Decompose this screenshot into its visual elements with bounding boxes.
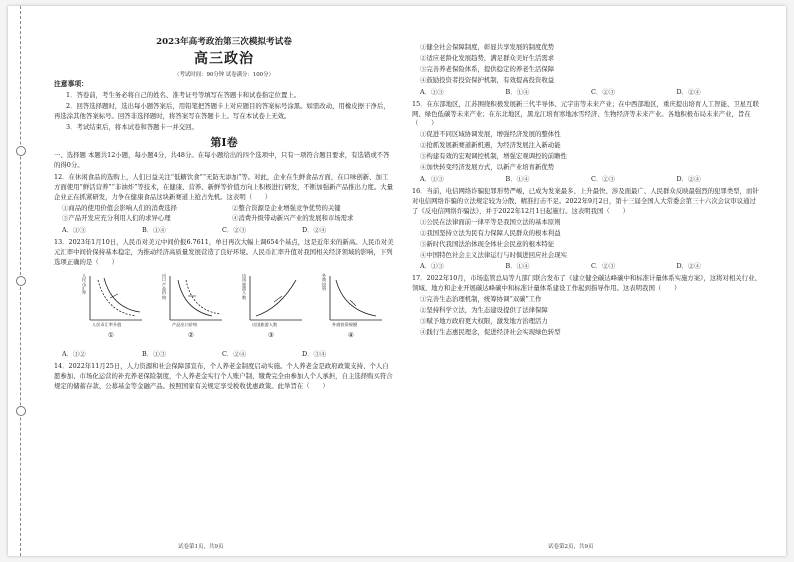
option-2: ②我国坚持立法为民有力保障人民群众的根本利益 [420, 228, 561, 237]
question-15: 15．在东部地区，江苏围绕积极发展新三代半导体、元宇宙等未来产业；在中西部地区，重庆提出培育人工智能、卫星互联网、绿色低碳等未来产业；在东北地区，黑龙江培育寒地冰雪经济、生物经济等未来产业。各地积极布局未来产业，旨在（ ） [412, 99, 759, 128]
option-3: ③新时代我国法治体现全体社会民意的根本特征 [420, 239, 555, 248]
option-4: ④消费升级带动新兴产业的发展和市场需求 [232, 214, 354, 223]
choice-a[interactable]: A．①③ [420, 175, 444, 184]
graph-4 [320, 272, 386, 344]
binding-hole [16, 276, 26, 286]
graph-xlabel: 外商投资规模 [332, 321, 358, 327]
exam-sheet [8, 6, 786, 556]
choice-d[interactable]: D．②④ [676, 175, 701, 184]
choice-c[interactable]: C．②③ [591, 175, 616, 184]
choice-c[interactable]: C．②④ [222, 349, 247, 358]
choice-a[interactable]: A．①③ [62, 226, 86, 235]
option-4: ④践行生态惠民理念，促进经济社会实现绿色转型 [420, 327, 561, 336]
option-1: ①健全社会保障制度，彰显共享发展的制度优势 [420, 43, 555, 51]
answer-choices [62, 226, 394, 236]
option-3: ③赋予地方政府更大权限，激发地方治理活力 [420, 317, 548, 326]
option-1: ①促进不同区域协调发展，增强经济发展的整体性 [420, 130, 561, 139]
answer-choices [62, 350, 394, 360]
option-1: ①公民在法律面前一律平等是我国立法的基本原则 [420, 217, 561, 226]
choice-a[interactable]: A．①② [62, 349, 86, 358]
graph-3 [240, 272, 306, 344]
choice-a[interactable]: A．①③ [420, 262, 444, 271]
option-3: ③产品开发应充分利用人们的求异心理 [62, 214, 171, 223]
choice-d[interactable]: D．③④ [302, 349, 327, 358]
choice-d[interactable]: D．②④ [676, 262, 701, 271]
choice-d[interactable]: D．②④ [676, 87, 701, 96]
graph-ylabel: 出国旅游人数 [242, 272, 247, 300]
question-16: 16．当前，电信网络诈骗犯罪形势严峻，已成为发案最多、上升最快、涉及面最广、人民群众反映最强烈的犯罪类型，而针对电信网络诈骗的立法规定较为分散、精准打击不足。2022年9月2日，第十三届全国人大常委会第三十六次会议审议通过了《反电信网络诈骗法》，并于2022年12月1日起施行。这表明我国（ ） [412, 186, 759, 215]
graph-xlabel: 出国旅游人数 [252, 321, 278, 327]
notice-title: 注意事项： [54, 80, 88, 89]
part-description: 一、选择题 本题共12小题，每小题4分，共48分。在每小题给出的四个选项中，只有一项符合题目要求，有选错或不答的得0分。 [54, 150, 390, 169]
binding-hole [16, 406, 26, 416]
notice-item: 1．答卷前，考生务必将自己的姓名、准考证号等填写在答题卡和试卷指定位置上。 [66, 90, 301, 99]
question-14: 14．2022年11月25日，人力资源和社会保障部宣布，个人养老金制度启动实施。个人养老金是政府政策支持、个人自愿参加、市场化运营的补充养老保险制度，个人养老金实行个人账户制，缴费完全由参加人个人承担，自主选择购买符合规定的储蓄存款、公募基金等金融产品。按照国家有关规定享受税收优惠政策。此举旨在（ ） [54, 361, 393, 390]
graph-number: ② [188, 330, 194, 339]
option-2: ②坚持科学立法，为生态建设提供了法律保障 [420, 306, 548, 315]
answer-choices [420, 88, 762, 98]
binding-gutter [8, 6, 34, 556]
exam-subject: 高三政治 [194, 51, 254, 68]
option-2: ②整合资源是企业增强竞争优势的关键 [232, 204, 341, 213]
right-column [412, 42, 762, 338]
graph-number: ③ [268, 330, 274, 339]
option-1: ①商品的使用价值会影响人们的消费选择 [62, 204, 178, 213]
graph-2 [160, 272, 226, 344]
question-12: 12．在休闲食品的选购上，人们日益关注“低糖饮食”“无防无添加”等。对此，企业在生鲜食品方面，在口味创新、加工方面使用“鲜活营养”“非油炸”等技术，在健康、营养、新鲜等价值方向上积极进行研发，不断加强新产品推出力度。大量企业正在抓紧研发，力争在健康食品这块新赛道上抢占先机。这表明（ ） [54, 173, 393, 202]
graph-xlabel: 产品出口价格 [172, 321, 198, 327]
graph-ylabel: 出口产品价格 [162, 272, 167, 300]
graph-1 [80, 272, 146, 344]
graph-ylabel: 人民币汇率 [82, 272, 87, 296]
binding-hole [16, 146, 26, 156]
option-2: ②抢抓发展新赛道新机遇，为经济发展注入新动能 [420, 141, 561, 150]
notice-item: 3．考试结束后，将本试卷和答题卡一并交回。 [66, 122, 198, 131]
option-3: ③完善养老保险体系，提供稳定的养老生活保障 [420, 64, 555, 73]
graph-number: ④ [348, 330, 354, 339]
choice-b[interactable]: B．①③ [142, 349, 166, 358]
choice-b[interactable]: B．①④ [505, 175, 530, 184]
choice-b[interactable]: B．①④ [142, 226, 166, 235]
graph-number: ① [108, 330, 114, 339]
choice-c[interactable]: C．②③ [591, 262, 616, 271]
choice-c[interactable]: C．②③ [591, 87, 616, 96]
option-3: ③构建有效的宏观调控机制，增强宏观调控的前瞻性 [420, 152, 567, 161]
choice-d[interactable]: D．②④ [302, 226, 327, 235]
answer-choices [420, 262, 762, 272]
page-number: 试卷第2页，共9页 [548, 544, 594, 550]
graph-options [54, 272, 394, 348]
left-column [54, 36, 394, 391]
question-13: 13．2023年1月10日，人民币对美元中间价报6.7611，单日再次大幅上调654个基点，这是近年来的新高。人民币对美元汇率中间价保持基本稳定，为推动经济高质量发展营造了良好环境。人民币汇率升值对我国相关经济领域的影响，下列选项正确的是（ ） [54, 238, 394, 266]
choice-b[interactable]: B．①④ [505, 262, 530, 271]
exam-meta: （考试时间：90分钟 试卷满分：100分） [174, 72, 274, 78]
option-2: ②适应老龄化发展趋势，满足群众美好生活需求 [420, 53, 555, 62]
answer-choices [420, 175, 762, 185]
question-17: 17．2022年10月，市场监管总局等九部门联合发布了《建立健全碳达峰碳中和标准计量体系实施方案》，这将对相关行业、领域、地方和企业开展碳达峰碳中和标准计量体系建设工作起到指导作用。这表明我国（ ） [412, 274, 761, 293]
option-4: ④加快转变经济发展方式，以新产业培育新优势 [420, 163, 555, 172]
choice-b[interactable]: B．①④ [505, 87, 530, 96]
graph-ylabel: 外商投资 [322, 272, 327, 291]
option-4: ④中国特色社会主义法律运行与时俱进回应社会现实 [420, 250, 567, 259]
choice-a[interactable]: A．①③ [420, 87, 444, 96]
option-4: ④鼓励投资者投资保护机制，有效提高投资收益 [420, 75, 555, 84]
graph-xlabel: 人民币汇率升值 [92, 321, 122, 327]
part-title: 第Ⅰ卷 [210, 135, 238, 149]
page-number: 试卷第1页，共9页 [178, 544, 224, 550]
option-1: ①完善生态治理机制，统筹协调“双碳”工作 [420, 295, 542, 304]
choice-c[interactable]: C．②③ [222, 226, 247, 235]
exam-title: 2023年高考政治第三次模拟考试卷 [156, 37, 292, 47]
notice-item: 2．回答选择题时，选出每小题答案后，用铅笔把答题卡上对应题目的答案标号涂黑。如需改动，用橡皮擦干净后，再选涂其他答案标号。回答非选择题时，将答案写在答题卡上。写在本试卷上无效。 [54, 101, 390, 120]
